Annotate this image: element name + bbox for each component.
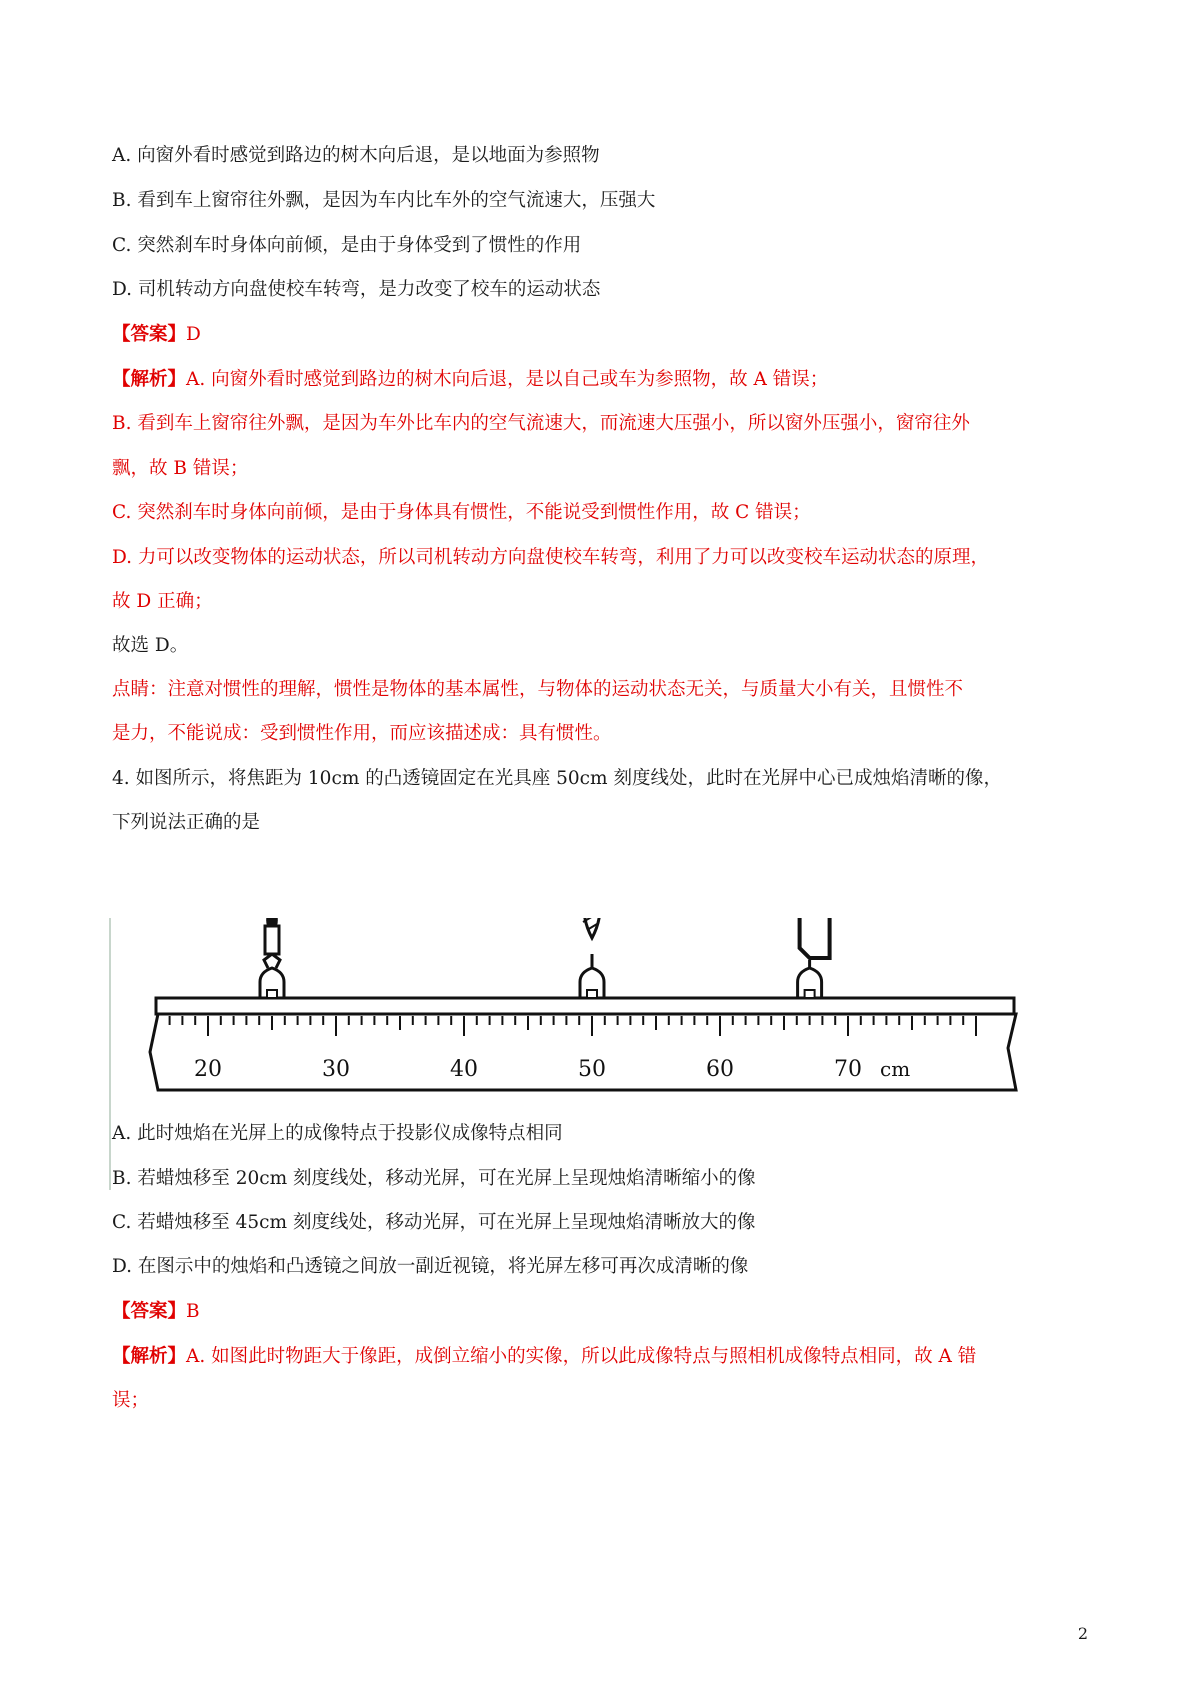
- candle-flame: [266, 918, 278, 926]
- q4-analysis-label: 【解析】: [112, 1346, 187, 1367]
- q3-analysis-line-5: D. 力可以改变物体的运动状态，所以司机转动方向盘使校车转弯，利用了力可以改变校车运动状态的原理，: [112, 547, 989, 568]
- q3-analysis-line-2: B. 看到车上窗帘往外飘，是因为车外比车内的空气流速大，而流速大压强小，所以窗外压强小，窗帘往外: [112, 413, 970, 434]
- q3-analysis-line-6: 故 D 正确；: [112, 591, 213, 612]
- scale-unit-label: cm: [880, 1057, 911, 1081]
- q4-answer-label: 【答案】: [112, 1301, 187, 1322]
- q4-option-d: D. 在图示中的烛焰和凸透镜之间放一副近视镜，将光屏左移可再次成清晰的像: [112, 1256, 749, 1277]
- bench-rail: [156, 998, 1014, 1014]
- q3-tip-line-1: 点睛：注意对惯性的理解，惯性是物体的基本属性，与物体的运动状态无关，与质量大小有关，且惯性不: [112, 679, 964, 700]
- q4-option-c: C. 若蜡烛移至 45cm 刻度线处，移动光屏，可在光屏上呈现烛焰清晰放大的像: [112, 1212, 756, 1233]
- q4-option-a: A. 此时烛焰在光屏上的成像特点于投影仪成像特点相同: [112, 1123, 563, 1144]
- q3-option-b: B. 看到车上窗帘往外飘，是因为车内比车外的空气流速大，压强大: [112, 190, 656, 211]
- q4-option-b: B. 若蜡烛移至 20cm 刻度线处，移动光屏，可在光屏上呈现烛焰清晰缩小的像: [112, 1168, 756, 1189]
- q3-analysis-label: 【解析】: [112, 369, 187, 390]
- scale-label-60: 60: [706, 1057, 734, 1082]
- q3-analysis-line-4: C. 突然刹车时身体向前倾，是由于身体具有惯性，不能说受到惯性作用，故 C 错误；: [112, 502, 811, 523]
- convex-lens: [580, 918, 604, 998]
- q3-answer-label: 【答案】: [112, 324, 187, 345]
- q3-analysis-line-1: [112, 366, 828, 394]
- q3-answer: [112, 321, 201, 349]
- q4-answer: [112, 1298, 200, 1326]
- q3-option-d: D. 司机转动方向盘使校车转弯，是力改变了校车的运动状态: [112, 279, 601, 300]
- q4-stem-line-2: 下列说法正确的是: [112, 812, 261, 833]
- q4-answer-value: B: [186, 1301, 200, 1322]
- q3-option-a: A. 向窗外看时感觉到路边的树木向后退，是以地面为参照物: [112, 145, 600, 166]
- scale-label-70: 70: [834, 1057, 862, 1082]
- scale-label-40: 40: [450, 1057, 478, 1082]
- light-screen: [798, 918, 830, 998]
- q3-analysis-text-1: A. 向窗外看时感觉到路边的树木向后退，是以自己或车为参照物，故 A 错误；: [186, 369, 829, 390]
- q3-analysis-line-3: 飘，故 B 错误；: [112, 458, 249, 479]
- q3-tip-line-2: 是力，不能说成：受到惯性作用，而应该描述成：具有惯性。: [112, 723, 612, 744]
- q4-analysis-text-1: A. 如图此时物距大于像距，成倒立缩小的实像，所以此成像特点与照相机成像特点相同，故 A 错: [186, 1346, 977, 1367]
- scale-label-50: 50: [578, 1057, 606, 1082]
- optical-bench-figure: [108, 918, 1058, 1190]
- scale-label-30: 30: [322, 1057, 350, 1082]
- q4-stem-line-1: 4. 如图所示，将焦距为 10cm 的凸透镜固定在光具座 50cm 刻度线处，此时在光屏中心已成烛焰清晰的像，: [112, 768, 1002, 789]
- q4-analysis-line-1: [112, 1343, 976, 1371]
- q3-option-c: C. 突然刹车时身体向前倾，是由于身体受到了惯性的作用: [112, 235, 582, 256]
- candle: [260, 918, 284, 998]
- q4-analysis-line-2: 误；: [112, 1390, 150, 1411]
- q3-conclusion: 故选 D。: [112, 635, 189, 656]
- page-number: 2: [1077, 1624, 1088, 1643]
- scale-label-20: 20: [194, 1057, 222, 1082]
- q3-answer-value: D: [186, 324, 201, 345]
